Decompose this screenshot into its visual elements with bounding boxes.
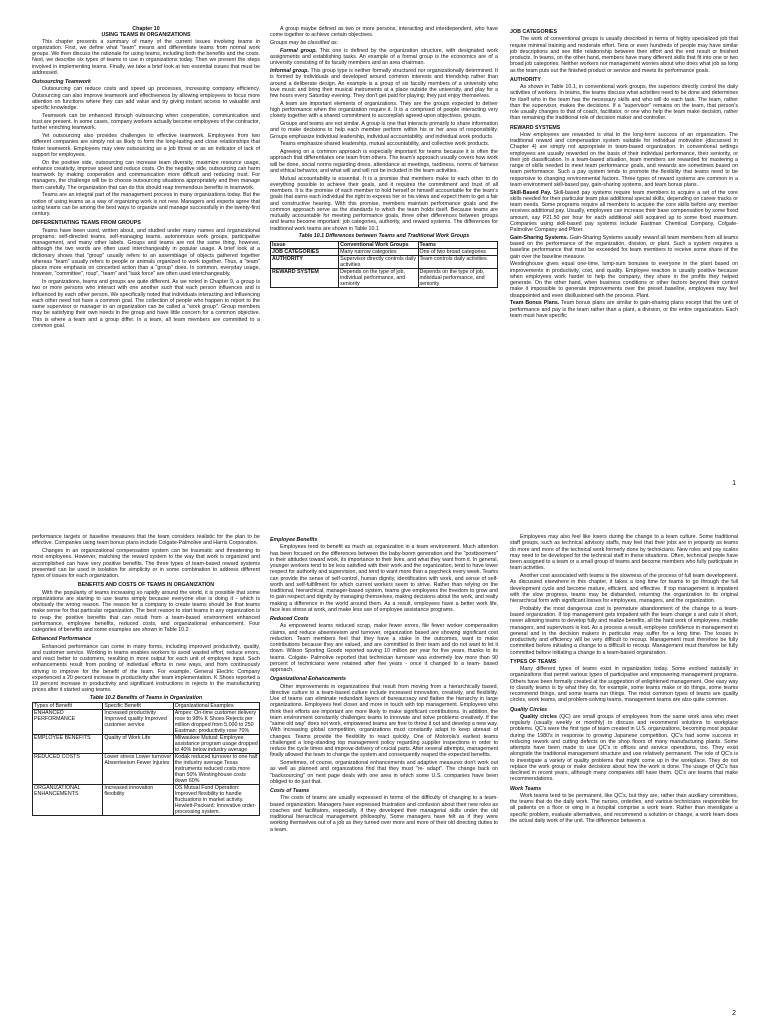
gain-sharing-paragraph: [510, 235, 738, 260]
team-bonus-paragraph: [510, 300, 738, 319]
table-10-1: [270, 241, 498, 288]
table-header-cell: Issue: [271, 241, 339, 248]
paragraph: Many different types of teams exist in organization today. Some evolved naturally in organizations that permit various types of participative and empowering management programs. Others have been formally created at the suggestion of enlightened management. One easy way to classify teams is by what they do, for example, some teams make or do things, some teams recommend things, and some teams run things. The most common types of teams are quality circles, work teams, and problem-solving teams, management teams are also quite common.: [510, 666, 738, 704]
paragraph: As empowered teams reduced scrap, make fewer errors, file fewer worker compensation claims, and reduce absenteeism and turnover, organization based are showing significant cost reduction. Team members feel that they have a stake in the outcomes, want to make contributions because they are valued, and are committed to their team and do not want to let it down. Wilson Sporting Goods reported saving 10 million per year for five years, thanks to its teams. Colgate- Palmolive reported that technician turnover was extremely low more than 90 percent of technicians were retained after five years - once it changed to a team- based approach.: [270, 623, 498, 673]
table-cell: ENHANCED PERFORMANCE: [33, 710, 103, 735]
table-header-cell: Specific Benefit: [103, 703, 173, 710]
team-bonus-text: Team bonus plans are similar to gain-sharing plans except that the unit of performance and pay is the team rather than a plant, a division, or the entire organization. Each team must have specific: [510, 300, 738, 319]
paragraph: Changes in an organizational compensation system can be traumatic and threatening to most employees. However, matching the reward system to the way that work is organized and accomplished can have very positive benefits. The three types of team-based reward systems presented can be used in isolation for simplicity or in some combination to address different types of issues for each organization.: [32, 548, 260, 579]
table-cell: Depends on the type of job, individual performance, and seniority: [339, 268, 418, 287]
paragraph: How employees are rewarded is vital to the long-term success of an organization. The traditional reward and compensation system suitable for individual motivation (discussed in Chapter 4) are simply not appropriate in team-based organization. In conventional settings employees are usually rewarded on the basis of their individual performance, their seniority, or their job classification. In a team-based situation, team members are rewarded for mastering a range of skills needed to meet team performance goals, and rewards are sometimes based on team performance. Such a pay system tends to promote the flexibility that teams need to be responsive to changing environmental factors. Three types of reward systems are common in a team environment skill-based pay, gain-sharing systems, and team bonus plans.: [510, 131, 738, 188]
paragraph: Another cost associated with teams is the slowness of the process of full team development. As discussed elsewhere in this chapter, it takes a long time for teams to go through the full development cycle and become mature, efficient, and effective. If top management is impatient with the slow progress, teams may be disbanded, returning the organization to its original hierarchical form with significant losses for employees, managers, and the organization.: [510, 573, 738, 604]
quality-circles-term: Quality circles: [520, 713, 557, 720]
intro-paragraph: This chapter presents a summary of many of the current issues involving teams in organization. First, we define what "team" means and differentiate teams from normal work groups. We then discuss the rationale for using teams, including both the benefits and the costs. Next, we describe six types of teams in use in organizations today. Then we present the steps involved in implementing teams. Finally, we take a brief look at two essential issues that must be addressed.: [32, 38, 260, 76]
page-2: [0, 512, 768, 1024]
paragraph: Teams emphasize shared leadership, mutual accountability, and collective work products.: [280, 141, 490, 148]
skill-based-pay-text: Skill-based pay systems require team members to acquire a set of the core skills needed for their particular team plus additional special skills, depending on career tracks or team needs. Some programs require all members to acquire the core skills before any member receives additional pay. Usually, employees can increase their base compensation by some fixed amount, say P21.50 per hour for each additional skill acquired up to some fixed maximum. Companies using skill-based pay systems include Eastman Chemical Company, Colgate-Palmolive Company and Pfizer.: [510, 189, 738, 233]
skill-based-pay-term: Skill-Based Pay.: [510, 189, 552, 196]
chapter-number: Chapter 10: [132, 26, 160, 32]
paragraph: Employees tend to benefit as much as organization in a team environment. Much attention has been focused on the differences between the baby-boom generation and the "postboomers" in their attitudes toward work, its importance to their lives, and what they want from it. In general, younger workers tend to be less satisfied with their work and the organization, tend to have lower respect for authority and supervision, and tend to want more than a paycheck every week. Teams can provide the sense of self-control, human dignity, identification with work, and sense of self-worth and self-fulfillment for which current workers seem to strive. Rather than relying on the traditional, hierarchical, manager-based system, teams give employees the freedom to grow and to gain respect and dignity by managing themselves, making decisions about the work, and really making a difference in the world around them. As a result, employees have a better work life, face less stress at work, and make less use of employee assistance programs.: [270, 544, 498, 613]
page1-column-3: [510, 26, 738, 478]
paragraph: Outsourcing can reduce costs and speed up processes, increasing company efficiency. Outsourcing can also improve teamwork and effectiveness by allowing employees to focus more attention on functions where they can add value and by giving instant access to valuable and specific knowledge.: [32, 86, 260, 111]
paragraph: Groups and teams are not similar. A group is one that interacts primarily to share information and to make decisions to help each member perform within his or her area of responsibility. Groups emphasize individual leadership, individual accountability, and individual work products.: [270, 121, 498, 140]
paragraph: Agreeing on a common approach is especially important for teams because it is often the approach that differentiates one team from others. The team's approach usually covers how work will be done, social norms regarding dress, attendance at meetings, tardiness, norms of fairness and ethical behavior, and what will and will not be included in the team activities.: [270, 149, 498, 174]
table-row: [33, 785, 260, 816]
table-cell: Many narrow categories: [339, 248, 418, 255]
page1-column-2: [270, 26, 498, 478]
paragraph: Probably the most dangerous cost is premature abandonment of the change to a team-based organization. If top management gets impatient with the team change s and cuts it short, never allowing teams to develop fully and realize benefits, all the hard work of employees, middle managers, and supervisors is lost. As a process a result, employee confidence in management in general and in the decision makers in particular may suffer for a long time. The losses in productivity and efficiency will be very difficult to recoup. Management must therefore be fully committed before initiating a change to a difficult to recoup. Management must therefore be fully committed before initiating a change to a team-based organization.: [510, 605, 738, 656]
table-cell: EMPLOYEE BENEFITS: [33, 735, 103, 754]
table-cell: REDUCED COSTS: [33, 754, 103, 785]
table-header-cell: Teams: [418, 241, 497, 248]
section-heading-costs-of-teams: Costs of Teams: [270, 788, 310, 794]
table-cell: Kodak reduced turnover to one half the industry average Texas instruments reduced costs more than 50% Westinghouse costs down 60%: [173, 754, 259, 785]
table-cell: Supervisor directly controls daily activities: [340, 255, 417, 268]
paragraph: Work teams tend to be permanent, like QC's, but they are, rather than auxiliary committees, the teams that do the daily work. The nurses, orderlies, and various technicians responsible for all patients on a floor or wing in a hospital comprise a work team. Rather than investigate a specific problem, evaluate alternatives, and recommend a solution or change, a work team does the actual daily work of the unit. The difference between a: [510, 792, 738, 824]
section-heading-enhanced-performance: Enhanced Performance: [32, 636, 92, 643]
table-cell: Team controls daily activities: [418, 255, 497, 268]
page1-column-1: [32, 26, 260, 478]
table-row: [271, 248, 498, 255]
team-bonus-term: Team Bonus Plans.: [510, 300, 560, 307]
page-number: 1: [732, 480, 736, 487]
formal-group-term: Formal group.: [280, 47, 317, 54]
section-heading-reward-systems: REWARD SYSTEMS: [510, 124, 561, 131]
groups-classified-line: Groups may be classified as:: [270, 40, 339, 46]
paragraph: A group maybe defined as two or more persons, interacting and interdependent, who have come together to achieve certain objectives.: [270, 26, 498, 39]
gain-sharing-term: Gain-Sharing Systems.: [510, 234, 569, 241]
section-heading-authority: AUTHORITY: [510, 76, 541, 83]
table-row: [271, 268, 498, 287]
paragraph: performance targets or baseline measures that the team considers realistic for the plan to be effective. Companies using team bonus plans include Colgate-Palmolive and Harris Corporation.: [32, 534, 260, 547]
informal-group-text: This group type is neither formally structured nor organizationally determined. It is formed by individuals and developed around common interests and friendship rather than around a deliberate design. An example is a group of six faculty members of a university who love music and bring their musical instruments at a place outside the university, and play for a few hours every Saturday evening. They don't get paid for playing; they just enjoy themselves.: [270, 68, 498, 99]
paragraph: Westinghouse gives equal one-time, lump-sum bonuses to everyone in the plant based on improvements in productivity, cost, and quality. Employee reaction is usually positive because when employees work harder to help the company, they share in the profits they helped generate. On the other hand, when business conditions or other factors beyond their control make it impossible to generate improvements over the preset baseline, employees may feel disappointed and even disillusioned with the process. Plant.: [510, 261, 738, 299]
quality-circles-paragraph: [510, 714, 738, 783]
gain-sharing-text: Gain-Sharing Systems usually reward all team members from all teams based on the performance of the organization, division, or plant. Such a system requires a baseline performance that must be exceeded for team members to receive some share of the gain over the baseline measure.: [510, 234, 738, 260]
section-heading-types-of-teams: TYPES OF TEAMS: [510, 658, 557, 665]
section-heading-employee-benefits: Employee Benefits: [270, 537, 318, 543]
paragraph: Employees may also feel like losers during the change to a team culture. Some traditional staff groups, such as technical advisory staffs, may feel that their jobs are in jeopardy as teams do more and more of the technical work formerly done by technicians. New roles and pay scales may need to be developed for the technical staff in these situations. Often, technical people have been assigned to a team or a small group of teams and become members who fully participate in team activities.: [510, 534, 738, 572]
table-header-cell: Organizational Examples: [173, 703, 259, 710]
paragraph: Sometimes, of course, organizational enhancements and adaptive measures don't work out as well as planned and organizations find that they must "re- adapt". The change back on "backsourcing" on next page deals with one area in which some U.S. companies have been obliged to do just that.: [270, 760, 498, 785]
table-cell: Lower stress Lower turnover Absenteeism Fewer injuries: [103, 754, 173, 785]
paragraph: As shown in Table 10.1, in conventional work groups, the superiors directly control the daily activities of workers. In teams, the teams discuss what activities need to be done and determines for itself who in the team has the necessary skills and who will do each task. The team, rather than the supervisor, makes the decisions. If a "supervisor" remains on the team, that person's role usually changes to that of coach, facilitator, or one who help the team make decision, rather than remaining the traditional role of decision maker and controller.: [510, 84, 738, 122]
section-heading-outsourcing: Outsourcing Teamwork: [32, 79, 91, 85]
paragraph: Enhanced performance can come in many forms, including improved productivity, quality, and customer service. Working in teams enables workers to avoid wasted effort, reduce errors, and react better to customers, resulting in more output for each unit of employee input. Such enhancements result from pooling of individual efforts in new ways, and from continuously striving to improve for the benefit of the team. For example, General Electric Company experienced a 20 percent increase in productivity after team implementation. K Shoes reported a 19 percent increase in productivity and significant instructions in rejects in the manufacturing prices after it started using teams.: [32, 643, 260, 694]
paragraph: Teams are an integral part of the management process in many organizations today. But the notion of using teams as a way of organizing work is not new. Managers and experts agree that using teams can be among the best ways to organize and manage successfully in the twenty-first century.: [32, 192, 260, 217]
table-cell: OS Mutual Fund Operation: Improved flexibility to handle fluctuations in market activity. Hewlett-Packard: Innovative order-processing system.: [173, 785, 259, 816]
table-cell: One of two broad categories: [418, 248, 497, 255]
table-row: [33, 754, 260, 785]
section-heading-reduced-costs: Reduced Costs: [270, 616, 309, 622]
paragraph: With the popularity of teams increasing so rapidly around the world, it is possible that some organizations are starting to use teams simply because everyone else is doing it - which is obviously the wrong reason. The reason for a company to create teams should be that teams make sense for that particular organization. The best reason to start teams in any organization is to reap the positive benefits that can result from a team-based environment enhanced performance, employee benefits, reduced costs, and organizational enhancement. Four categories of benefits and some examples are shown in Table 10.2: [32, 589, 260, 633]
section-heading-differentiating: DIFFERENTIATING TEAMS FROM GROUPS: [32, 220, 141, 227]
table-cell: Quality of Work Life: [103, 735, 173, 754]
section-heading-benefits-costs: BENEFITS AND COSTS OF TEAMS IN ORGANIZATION: [77, 582, 215, 589]
page2-column-1: [32, 534, 260, 1006]
table-header-row: [271, 241, 498, 248]
formal-group-text: This one is defined by the organization structure, with designated work assignments and establishing tasks. An example of a formal group is the economics are of a university consisting of its faculty members and an area chairman.: [270, 47, 499, 67]
paragraph: A team are important elements of organizations. They are the groups expected to deliver high performance when the organization require it. It is a comprised of people interacting very closely together with a shared commitment to accomplish agreed-upon objectives, groups.: [270, 100, 498, 120]
informal-group-paragraph: [270, 68, 498, 99]
page2-column-3: [510, 534, 738, 1006]
quality-circles-text: (QC) are small groups of employees from the same work area who meet regularly (usually weekly or monthly) to discuss and recommend solutions to workplace problems. QC's were the first type of team created in U.S. organizations, becoming most popular during the 1980's in response to growing Japanese competition. QC's had some success in reducing rework and cutting defects on the shop floors of many manufacturing plants. Some attempts have been made to use QC's in offices and service operations, too. They exist alongside the traditional management structure and use relatively permanent. The role of QC's is to investigate a variety of quality problems that might come up in the workplace. They do not replace the work group or make decisions about how the work is done. The usage of QC's has declined in recent years, although many companies still have them. QC's are teams that make recommendations.: [510, 713, 738, 783]
page2-column-2: [270, 534, 498, 1006]
table-cell: JOB CATEGORIES: [271, 248, 339, 255]
table-10-1-caption: Table 10.1 Differences between Teams and Traditional Work Groups: [298, 233, 470, 240]
paragraph: Other improvements in organizations that result from moving from a hierarchically based, directive culture to a team-based culture include increased innovation, creativity, and flexibility. Use of teams can eliminate redundant layers of bureaucracy and flatten the hierarchy in large organizations. Employees feel closer and more in touch with top management. Employees who think their efforts are important are more likely to make significant contributions. In addition, the team environment constantly challenges teams to innovate and solve problems creatively. If the "same old way" does not work, empowered teams are free to throw it out and develop a new way. With increasing global competition, organizations must constantly adapt to keep abreast of changes. Teams provide the flexibility to react quickly. One of Motorola's earliest teams challenged a long-standing top management policy regarding supplier inspections in order to reduce the cycle times and improve delivery of crucial parts. After several attempts, management finally allowed the team to change the system and consequently reaped the expected benefits.: [270, 683, 499, 759]
table-cell: AUTHORITY: [271, 255, 339, 268]
table-header-row: [33, 703, 260, 710]
table-row: [33, 710, 260, 735]
table-header-cell: Conventional Work Groups: [339, 241, 418, 248]
paragraph: Teams have been used, written about, and studied under many names and organizational programs: self-directed teams, self-managing teams, autonomous work groups, participative management, and many other labels. Groups and teams are not the same thing, however, although the two words are often used interchangeably in popular usage. A brief look at a dictionary shows that "group" usually refers to an assemblage of objects gathered together whereas "team" usually refers to people or animals organized to work together. Thus, a "team" places more emphasis on concerted action than a "group" does. In common, everyday usage, however, "committee", roup", "team" and "task force" are often used interchangeably.: [32, 227, 260, 278]
paragraph: Yet outsourcing also provides challenges to effective teamwork. Employees from two different companies are simply not as likely to form the long-lasting and close relationships that foster teamwork. Employees may view outsourcing as a job threat or as an indicator of lack of support for employees.: [32, 133, 260, 158]
table-cell: Ampex: On-time customer delivery rose to 98% K Shoes Rejects per million dropped from 5,000 to 250 Eastman: productivity rose 70%: [173, 710, 259, 735]
paragraph: Teamwork can be enhanced through outsourcing when cooperation, communication and trust are present. In some cases, company workers actually become employees of the contractor, further enriching teamwork.: [32, 112, 260, 132]
table-cell: Milwaukee Mutual: Employee assistance program usage dropped to 40% below industry average: [174, 735, 258, 754]
paragraph: The costs of teams are usually expressed in terms of the difficulty of changing to a team-based organization. Managers have expressed frustration and confusion about their new roles as coaches and facilitators, especially, if they developed their managerial skills under the old traditional hierarchical management philosophy. Some managers have felt as if they were working themselves out of a job as they turned over more and more of their old directing duties to a team.: [270, 795, 498, 833]
table-row: [271, 255, 498, 268]
table-cell: Increased innovation flexibility: [103, 785, 173, 816]
paragraph: Mutual accountability is essential. It is a promise that members make to each other to do everything possible to achieve their goals, and it requires the commitment and trust of all members. It is the promise of each member to hold herself or himself accountable for the team's goals that earns each individual the right to express her or his views and expect them to get a fair and constructive hearing. With this promise, members maintain performance goals and the common approach serve as the standards to which the team holds itself. Because teams are mutually accountable for meeting performance goals, three other differences between groups and teams become important: job categories, authority, and reward systems. The differences for traditional work teams are shown in Table 10.1: [270, 175, 498, 232]
section-heading-job-categories: JOB CATEGORIES: [510, 29, 557, 35]
section-heading-work-teams: Work Teams: [510, 785, 542, 792]
table-row: [33, 735, 260, 754]
informal-group-term: Informal group.: [270, 68, 310, 74]
table-cell: Increased productivity Improved quality Improved customer service: [103, 710, 173, 735]
formal-group-paragraph: [270, 48, 498, 67]
table-cell: ORGANIZATIONAL ENHANCEMENTS: [33, 785, 103, 816]
table-cell: Depends on the type of job, individual performance, and seniority: [418, 268, 497, 287]
paragraph: In organizations, teams and groups are quite different. As we noted in Chapter 9, a group is two or more persons who interact with one another such that each person influences and is influenced by each other person. We specifically noted that individuals interacting and influencing each other need not have a common goal. The collection of people who happen to report to the same supervisor or manager in an organization can be called a "work group". Group members may be satisfying their own needs in the group and have little concern for a common objective. This is where a team and a group differ. In a team, all team members are committed to a common goal.: [32, 279, 260, 329]
table-cell: REWARD SYSTEM: [271, 268, 339, 287]
paragraph: The work of conventional groups is usually described in terms of highly specialized job that require minimal training and moderate effort. Tens or even hundreds of people may have similar job descriptions and see little relationship between their effort and the end result or finished products. In teams, on the other hand, members have many different skills that fit into one or two broad job categories. Neither workers nor management worries about who does what job as long as the team puts out the finished product or service and meets its performance goals.: [510, 36, 738, 74]
table-10-2: [32, 702, 260, 816]
page-number: 2: [732, 1010, 736, 1017]
table-header-cell: Types of Benefit: [33, 703, 103, 710]
paragraph: On the positive side, outsourcing can increase team diversity, maximize resource usage, enhance creativity, improve speed and reduce costs. On the negative side, outsourcing can harm teamwork by making cooperation and communication more difficult and reducing trust. For managers, the challenge will be to choose outsourcing situations appropriately and then manage them carefully. The organization that can do this should reap tremendous benefits in teamwork.: [32, 159, 260, 191]
section-heading-organizational-enhancements: Organizational Enhancements: [270, 676, 346, 683]
skill-based-pay-paragraph: [510, 190, 738, 234]
chapter-title: USING TEAMS IN ORGANIZATIONS: [101, 32, 191, 39]
section-heading-quality-circles: Quality Circles: [510, 706, 548, 713]
table-10-2-caption: Table 10.2 Benefits of Teams in Organization: [89, 695, 203, 701]
